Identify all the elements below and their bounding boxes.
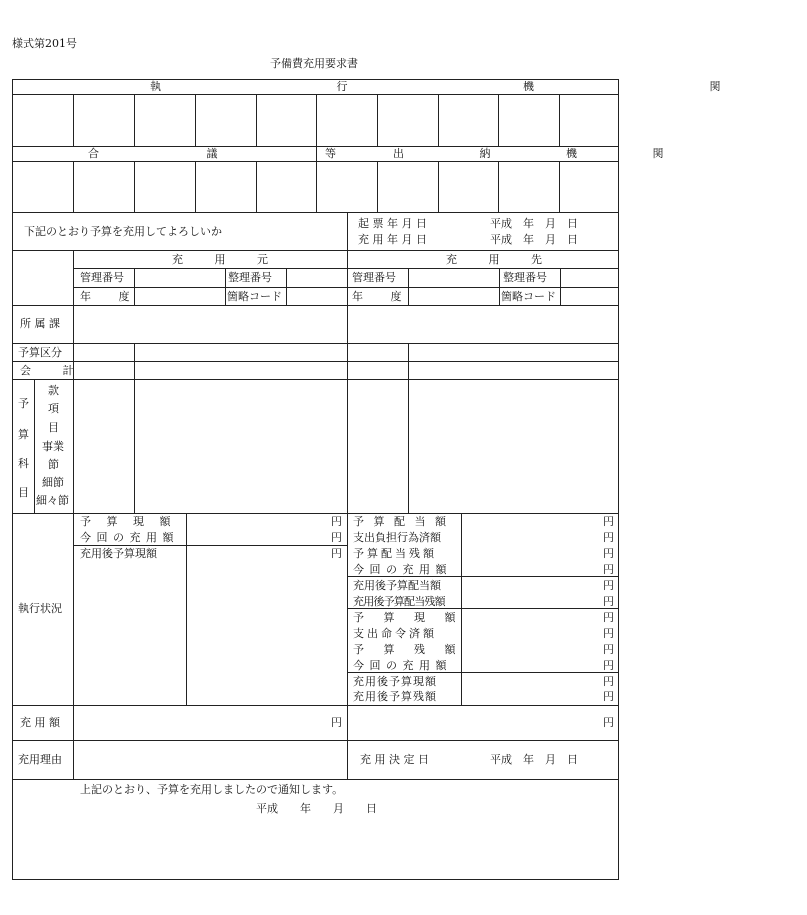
yen-right-4: 円	[603, 563, 614, 576]
yen-right-3: 円	[603, 547, 614, 560]
subject-item-saisetsu: 細節	[42, 476, 64, 489]
subject-item-moku: 目	[48, 421, 59, 434]
exec-right-10: 今 回 の 充 用 額	[353, 659, 448, 672]
yen-right-10: 円	[603, 659, 614, 672]
budget-subject-char-2: 算	[18, 428, 29, 441]
allot-date-value: 平成 年 月 日	[490, 233, 578, 246]
source-year: 年 度	[80, 290, 142, 303]
decision-date: 平成 年 月 日	[490, 753, 578, 766]
draft-date-label: 起 票 年 月 日	[358, 217, 427, 230]
yen-right-1: 円	[603, 515, 614, 528]
budget-subject-char-1: 予	[18, 397, 29, 410]
allot-date-label: 充 用 年 月 日	[358, 233, 427, 246]
amount-yen-right: 円	[603, 716, 614, 729]
yen-right-11: 円	[603, 675, 614, 688]
dest-org-no: 整理番号	[503, 271, 547, 284]
amount-yen-left: 円	[331, 716, 342, 729]
exec-right-2: 支出負担行為済額	[353, 531, 441, 544]
exec-right-1: 予 算 配 当 額	[353, 515, 449, 528]
exec-right-8: 支出命令済額	[353, 627, 437, 640]
reason-label: 充用理由	[18, 753, 62, 766]
accounting-label: 会 計	[20, 364, 88, 377]
exec-right-11: 充用後予算現額	[353, 675, 437, 688]
exec-right-3: 予算配当残額	[353, 547, 437, 560]
header-accounting-agency: 出 納 機 関	[393, 147, 700, 160]
exec-right-7: 予 算 現 額	[353, 611, 464, 624]
form-number: 様式第201号	[12, 37, 77, 50]
dept-label: 所 属 課	[20, 317, 60, 330]
exec-left-current: 今 回 の 充 用 額	[80, 531, 175, 544]
notice-date: 平成 年 月 日	[256, 802, 377, 815]
decision-label: 充 用 決 定 日	[360, 753, 429, 766]
draft-date-value: 平成 年 月 日	[490, 217, 578, 230]
subject-item-kou: 項	[48, 402, 59, 415]
budget-subject-char-4: 目	[18, 486, 29, 499]
notice-text: 上記のとおり、予算を充用しましたので通知します。	[80, 783, 344, 796]
form-title: 予備費充用要求書	[270, 57, 358, 70]
dest-label: 充 用 先	[446, 253, 556, 266]
yen-right-6: 円	[603, 595, 614, 608]
request-line: 下記のとおり予算を充用してよろしいか	[24, 225, 222, 238]
yen-left-2: 円	[331, 531, 342, 544]
header-council: 合 議 等	[88, 147, 388, 160]
exec-right-5: 充用後予算配当額	[353, 579, 441, 592]
exec-right-9: 予 算 残 額	[353, 643, 464, 656]
subject-item-saisaisetsu: 細々節	[36, 494, 69, 507]
yen-right-12: 円	[603, 690, 614, 703]
yen-right-7: 円	[603, 611, 614, 624]
source-org-no: 整理番号	[228, 271, 272, 284]
exec-left-after: 充用後予算現額	[80, 547, 157, 560]
yen-left-3: 円	[331, 547, 342, 560]
dest-mgmt-no: 管理番号	[352, 271, 396, 284]
budget-subject-char-3: 科	[18, 457, 29, 470]
yen-right-8: 円	[603, 627, 614, 640]
yen-right-2: 円	[603, 531, 614, 544]
header-execution-agency: 執 行 機 関	[150, 80, 807, 93]
yen-left-1: 円	[331, 515, 342, 528]
execution-label: 執行状況	[18, 602, 62, 615]
subject-item-kan: 款	[48, 384, 59, 397]
dest-code: 箇略コード	[501, 290, 556, 303]
budget-class-label: 予算区分	[18, 346, 62, 359]
exec-right-6: 充用後予算配当残額	[353, 595, 445, 608]
yen-right-5: 円	[603, 579, 614, 592]
exec-right-12: 充用後予算残額	[353, 690, 437, 703]
amount-label: 充 用 額	[20, 716, 60, 729]
source-code: 箇略コード	[227, 290, 282, 303]
source-label: 充 用 元	[172, 253, 282, 266]
exec-left-budget: 予 算 現 額	[80, 515, 177, 528]
subject-item-setsu: 節	[48, 458, 59, 471]
exec-right-4: 今 回 の 充 用 額	[353, 563, 448, 576]
subject-item-jigyou: 事業	[42, 440, 64, 453]
dest-year: 年 度	[352, 290, 414, 303]
source-mgmt-no: 管理番号	[80, 271, 124, 284]
yen-right-9: 円	[603, 643, 614, 656]
